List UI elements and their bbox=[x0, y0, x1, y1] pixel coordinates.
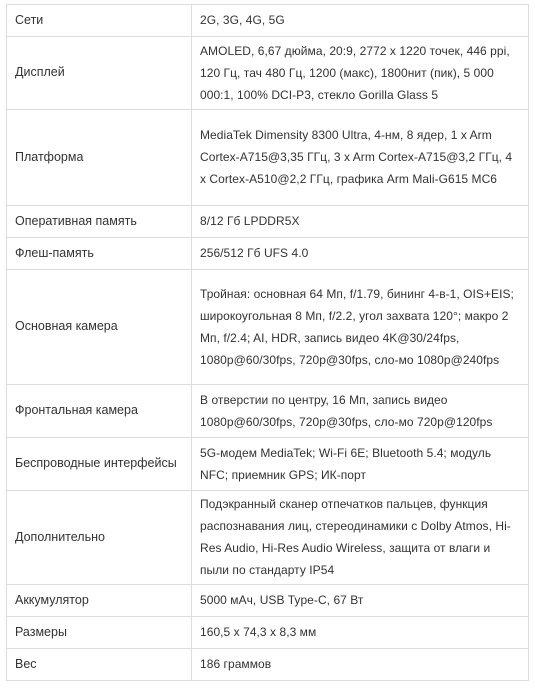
table-row bbox=[7, 649, 529, 681]
table-row bbox=[7, 37, 529, 110]
spec-value: В отверстии по центру, 16 Мп, запись видео 1080p@60/30fps, 720p@30fps, сло-мо 720p@120fps bbox=[192, 385, 529, 438]
spec-value: 256/512 Гб UFS 4.0 bbox=[192, 238, 529, 270]
spec-key: Размеры bbox=[7, 617, 192, 649]
spec-value: 2G, 3G, 4G, 5G bbox=[192, 5, 529, 37]
spec-key: Аккумулятор bbox=[7, 585, 192, 617]
spec-value: 160,5 x 74,3 x 8,3 мм bbox=[192, 617, 529, 649]
table-row bbox=[7, 5, 529, 37]
table-row bbox=[7, 617, 529, 649]
table-row bbox=[7, 438, 529, 491]
table-row bbox=[7, 270, 529, 385]
table-row bbox=[7, 238, 529, 270]
spec-value: 5000 мАч, USB Type-C, 67 Вт bbox=[192, 585, 529, 617]
spec-key: Фронтальная камера bbox=[7, 385, 192, 438]
table-row bbox=[7, 585, 529, 617]
spec-key: Флеш-память bbox=[7, 238, 192, 270]
spec-key: Вес bbox=[7, 649, 192, 681]
spec-key: Оперативная память bbox=[7, 206, 192, 238]
spec-key: Дополнительно bbox=[7, 491, 192, 585]
spec-key: Основная камера bbox=[7, 270, 192, 385]
spec-key: Дисплей bbox=[7, 37, 192, 110]
spec-value: 186 граммов bbox=[192, 649, 529, 681]
spec-value: MediaTek Dimensity 8300 Ultra, 4-нм, 8 ядер, 1 x Arm Cortex-A715@3,35 ГГц, 3 x Arm Cortex-A715@3,2 ГГц, 4 x Cortex-A510@2,2 ГГц, графика Arm Mali-G615 MC6 bbox=[192, 110, 529, 206]
table-row bbox=[7, 110, 529, 206]
table-row bbox=[7, 385, 529, 438]
spec-key: Сети bbox=[7, 5, 192, 37]
spec-value: 8/12 Гб LPDDR5X bbox=[192, 206, 529, 238]
spec-value: 5G-модем MediaTek; Wi-Fi 6E; Bluetooth 5.4; модуль NFC; приемник GPS; ИК-порт bbox=[192, 438, 529, 491]
spec-key: Платформа bbox=[7, 110, 192, 206]
spec-value: Тройная: основная 64 Мп, f/1.79, бининг 4-в-1, OIS+EIS; широкоугольная 8 Мп, f/2.2, угол захвата 120°; макро 2 Мп, f/2.4; AI, HDR, запись видео 4K@30/24fps, 1080p@60/30fps, 720p@30fps, сло-мо 1080p@240fps bbox=[192, 270, 529, 385]
spec-key: Беспроводные интерфейсы bbox=[7, 438, 192, 491]
table-row bbox=[7, 206, 529, 238]
table-row bbox=[7, 491, 529, 585]
specs-table bbox=[6, 4, 529, 681]
spec-value: Подэкранный сканер отпечатков пальцев, функция распознавания лиц, стереодинамики с Dolby Atmos, Hi-Res Audio, Hi-Res Audio Wireless, защита от влаги и пыли по стандарту IP54 bbox=[192, 491, 529, 585]
spec-value: AMOLED, 6,67 дюйма, 20:9, 2772 x 1220 точек, 446 ppi, 120 Гц, тач 480 Гц, 1200 (макс), 1800нит (пик), 5 000 000:1, 100% DCI-P3, стекло Gorilla Glass 5 bbox=[192, 37, 529, 110]
